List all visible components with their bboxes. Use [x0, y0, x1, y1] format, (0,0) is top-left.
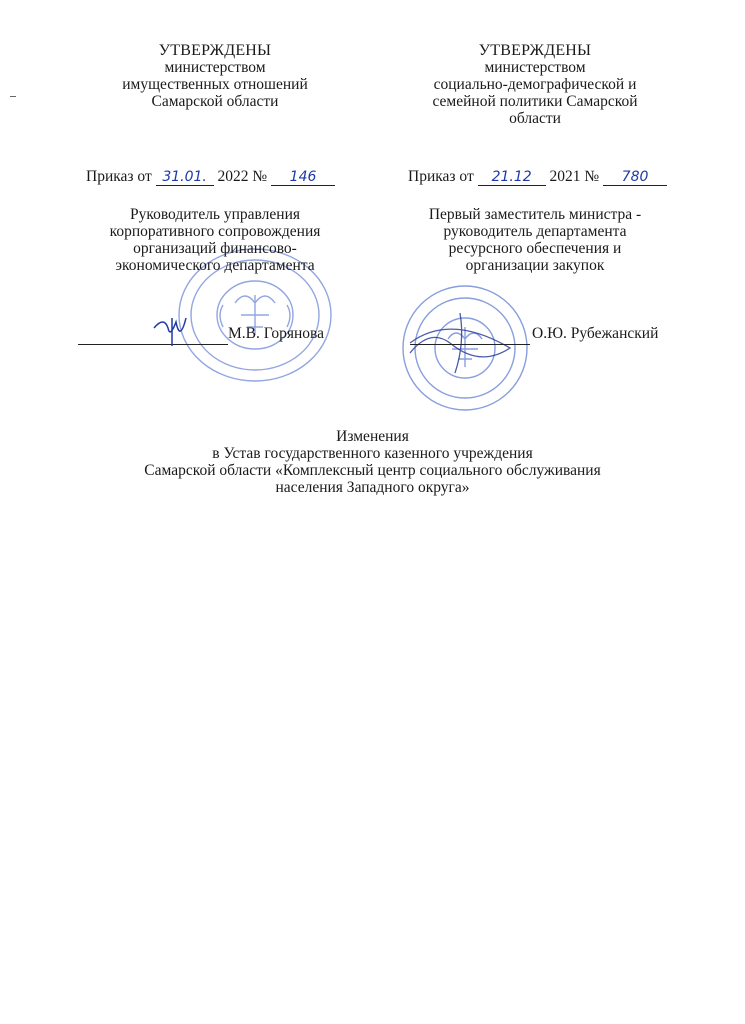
right-approval-line: министерством — [484, 59, 586, 76]
right-approval-block — [385, 42, 685, 127]
right-order-number: 780 — [603, 170, 667, 186]
right-position-line: руководитель департамента — [443, 223, 627, 240]
left-signatory-name: М.В. Горянова — [228, 325, 325, 342]
left-position-line: организаций финансово- — [133, 240, 297, 257]
document-title-line: Самарской области «Комплексный центр социального обслуживания — [144, 462, 601, 479]
document-title-heading: Изменения — [336, 428, 409, 445]
left-order-date: 31.01. — [156, 170, 214, 186]
left-order-number: 146 — [271, 170, 335, 186]
right-order-line — [408, 168, 667, 186]
right-approval-heading: УТВЕРЖДЕНЫ — [478, 42, 592, 59]
document-title-line: в Устав государственного казенного учреждения — [212, 445, 533, 462]
left-approval-line: министерством — [164, 59, 266, 76]
left-position-line: корпоративного сопровождения — [109, 223, 321, 240]
right-official-seal — [400, 283, 530, 413]
left-signatory-position — [65, 206, 365, 274]
left-position-line: экономического департамента — [115, 257, 315, 274]
document-title-line: населения Западного округа» — [275, 479, 470, 496]
left-handwritten-signature — [150, 310, 200, 350]
right-order-date: 21.12 — [478, 170, 546, 186]
right-signature-line — [410, 344, 530, 345]
left-position-line: Руководитель управления — [129, 206, 300, 223]
left-approval-heading: УТВЕРЖДЕНЫ — [158, 42, 272, 59]
right-order-year: 2021 № — [549, 168, 600, 185]
left-approval-block — [65, 42, 365, 110]
right-position-line: ресурсного обеспечения и — [448, 240, 622, 257]
right-signatory-position — [385, 206, 685, 274]
left-approval-line: имущественных отношений — [122, 76, 308, 93]
right-position-line: Первый заместитель министра - — [428, 206, 642, 223]
scan-mark — [10, 96, 16, 97]
document-title — [100, 428, 645, 496]
left-order-year: 2022 № — [217, 168, 268, 185]
right-order-prefix: Приказ от — [408, 168, 474, 185]
right-position-line: организации закупок — [465, 257, 605, 274]
right-approval-line: семейной политики Самарской — [432, 93, 638, 110]
left-order-prefix: Приказ от — [86, 168, 152, 185]
right-approval-line: области — [509, 110, 561, 127]
right-signatory-name: О.Ю. Рубежанский — [532, 325, 659, 342]
right-approval-line: социально-демографической и — [433, 76, 637, 93]
left-order-line — [86, 168, 335, 186]
left-approval-line: Самарской области — [151, 93, 279, 110]
